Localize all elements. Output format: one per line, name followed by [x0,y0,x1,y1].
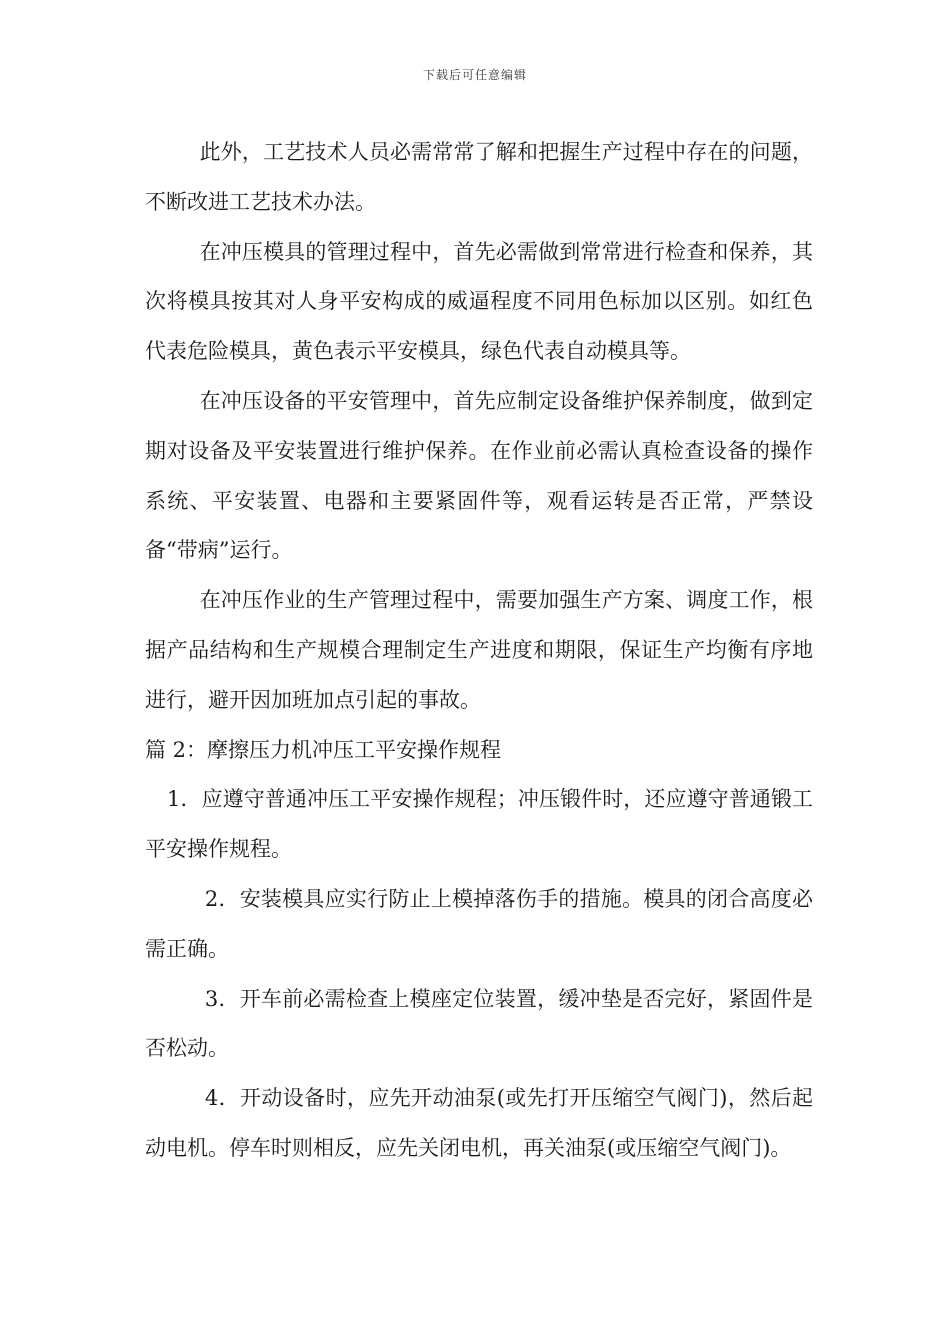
document-body [145,128,813,1174]
list-item-2: 2．安装模具应实行防止上模掉落伤手的措施。模具的闭合高度必需正确。 [145,886,813,961]
paragraph-equipment-safety: 在冲压设备的平安管理中，首先应制定设备维护保养制度，做到定期对设备及平安装置进行维护保养。在作业前必需认真检查设备的操作系统、平安装置、电器和主要紧固件等，观看运转是否正常，严禁设备“带病”运行。 [145,388,813,563]
paragraph-production-management: 在冲压作业的生产管理过程中，需要加强生产方案、调度工作，根据产品结构和生产规模合理制定生产进度和期限，保证生产均衡有序地进行，避开因加班加点引起的事故。 [145,588,813,712]
list-item-3: 3．开车前必需检查上模座定位装置，缓冲垫是否完好，紧固件是否松动。 [145,986,813,1061]
list-item-1: 1．应遵守普通冲压工平安操作规程；冲压锻件时，还应遵守普通锻工平安操作规程。 [145,787,813,862]
section-title: 篇 2：摩擦压力机冲压工平安操作规程 [145,737,502,762]
paragraph-mold-management: 在冲压模具的管理过程中，首先必需做到常常进行检查和保养，其次将模具按其对人身平安构成的威逼程度不同用色标加以区别。如红色代表危险模具，黄色表示平安模具，绿色代表自动模具等。 [145,239,813,364]
paragraph-process-improvement: 此外，工艺技术人员必需常常了解和把握生产过程中存在的问题，不断改进工艺技术办法。 [145,140,813,214]
list-item-4: 4．开动设备时，应先开动油泵(或先打开压缩空气阀门)，然后起动电机。停车时则相反，应先关闭电机，再关油泵(或压缩空气阀门)。 [145,1086,813,1160]
page-header-note: 下载后可任意编辑 [422,68,527,82]
